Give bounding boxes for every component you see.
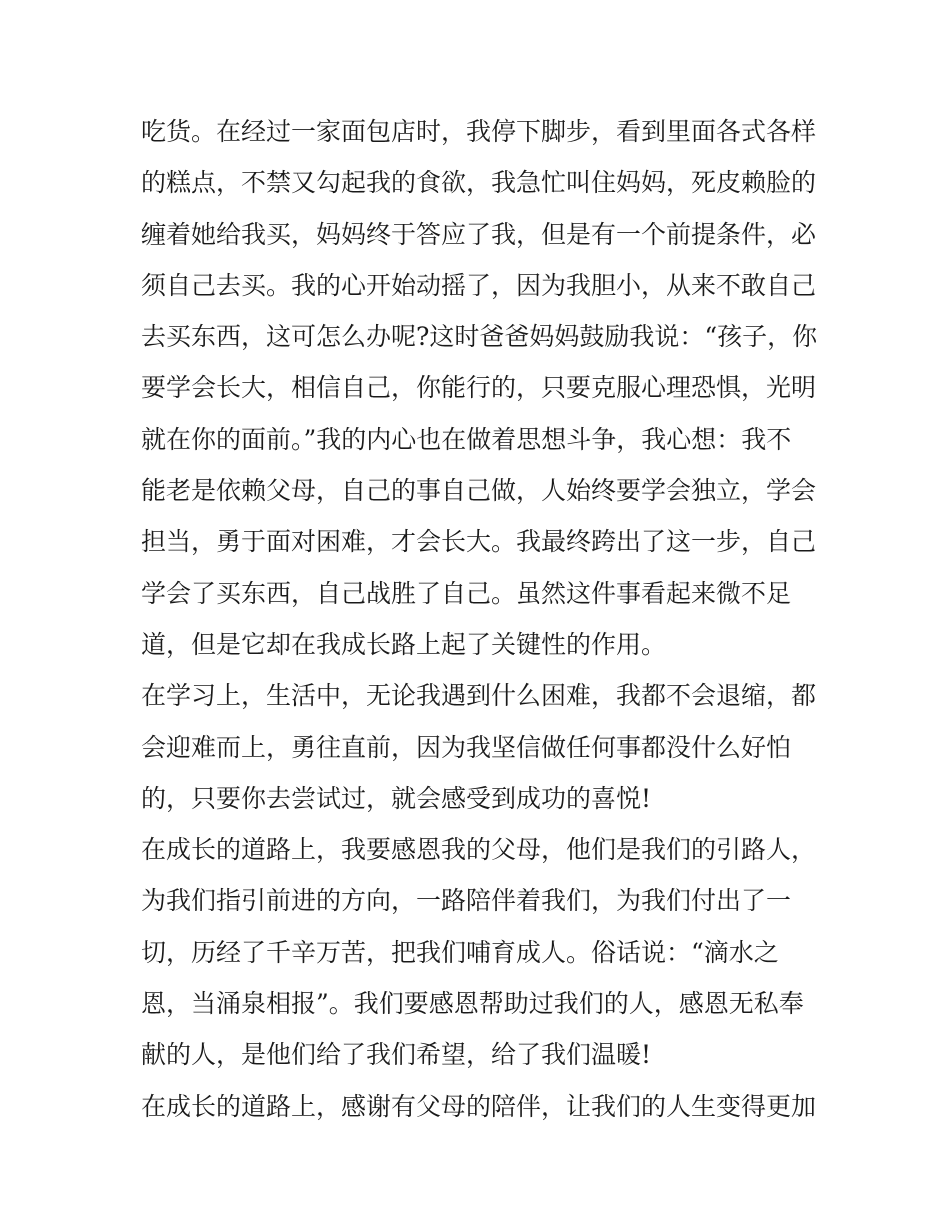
text-line: 的，只要你去尝试过，就会感受到成功的喜悦! xyxy=(141,783,652,813)
text-line: 能老是依赖父母，自己的事自己做，人始终要学会独立，学会 xyxy=(141,476,817,506)
text-line: 道，但是它却在我成长路上起了关键性的作用。 xyxy=(141,629,667,659)
text-line: 会迎难而上，勇往直前，因为我坚信做任何事都没什么好怕 xyxy=(141,732,792,762)
text-line: 切，历经了千辛万苦，把我们哺育成人。俗话说：“滴水之 xyxy=(141,937,779,967)
text-line: 就在你的面前。”我的内心也在做着思想斗争，我心想：我不 xyxy=(141,424,792,454)
text-line: 吃货。在经过一家面包店时，我停下脚步，看到里面各式各样 xyxy=(141,117,817,146)
text-line: 在成长的道路上，我要感恩我的父母，他们是我们的引路人， xyxy=(141,835,817,865)
text-line: 恩，当涌泉相报”。我们要感恩帮助过我们的人，感恩无私奉 xyxy=(141,989,804,1019)
text-line: 在学习上，生活中，无论我遇到什么困难，我都不会退缩，都 xyxy=(141,681,817,711)
text-line: 在成长的道路上，感谢有父母的陪伴，让我们的人生变得更加 xyxy=(141,1091,817,1121)
text-line: 的糕点，不禁又勾起我的食欲，我急忙叫住妈妈，死皮赖脸的 xyxy=(141,168,817,198)
text-line: 须自己去买。我的心开始动摇了，因为我胆小，从来不敢自己 xyxy=(141,270,817,300)
text-line: 献的人，是他们给了我们希望，给了我们温暖! xyxy=(141,1040,652,1070)
text-line: 去买东西，这可怎么办呢?这时爸爸妈妈鼓励我说：“孩子，你 xyxy=(141,322,818,352)
text-line: 为我们指引前进的方向，一路陪伴着我们，为我们付出了一 xyxy=(141,886,792,916)
text-line: 缠着她给我买，妈妈终于答应了我，但是有一个前提条件，必 xyxy=(141,219,817,249)
essay-text xyxy=(141,106,821,1132)
text-line: 要学会长大，相信自己，你能行的，只要克服心理恐惧，光明 xyxy=(141,373,817,403)
text-line: 学会了买东西，自己战胜了自己。虽然这件事看起来微不足 xyxy=(141,578,792,608)
text-line: 担当，勇于面对困难，才会长大。我最终跨出了这一步，自己 xyxy=(141,527,817,557)
